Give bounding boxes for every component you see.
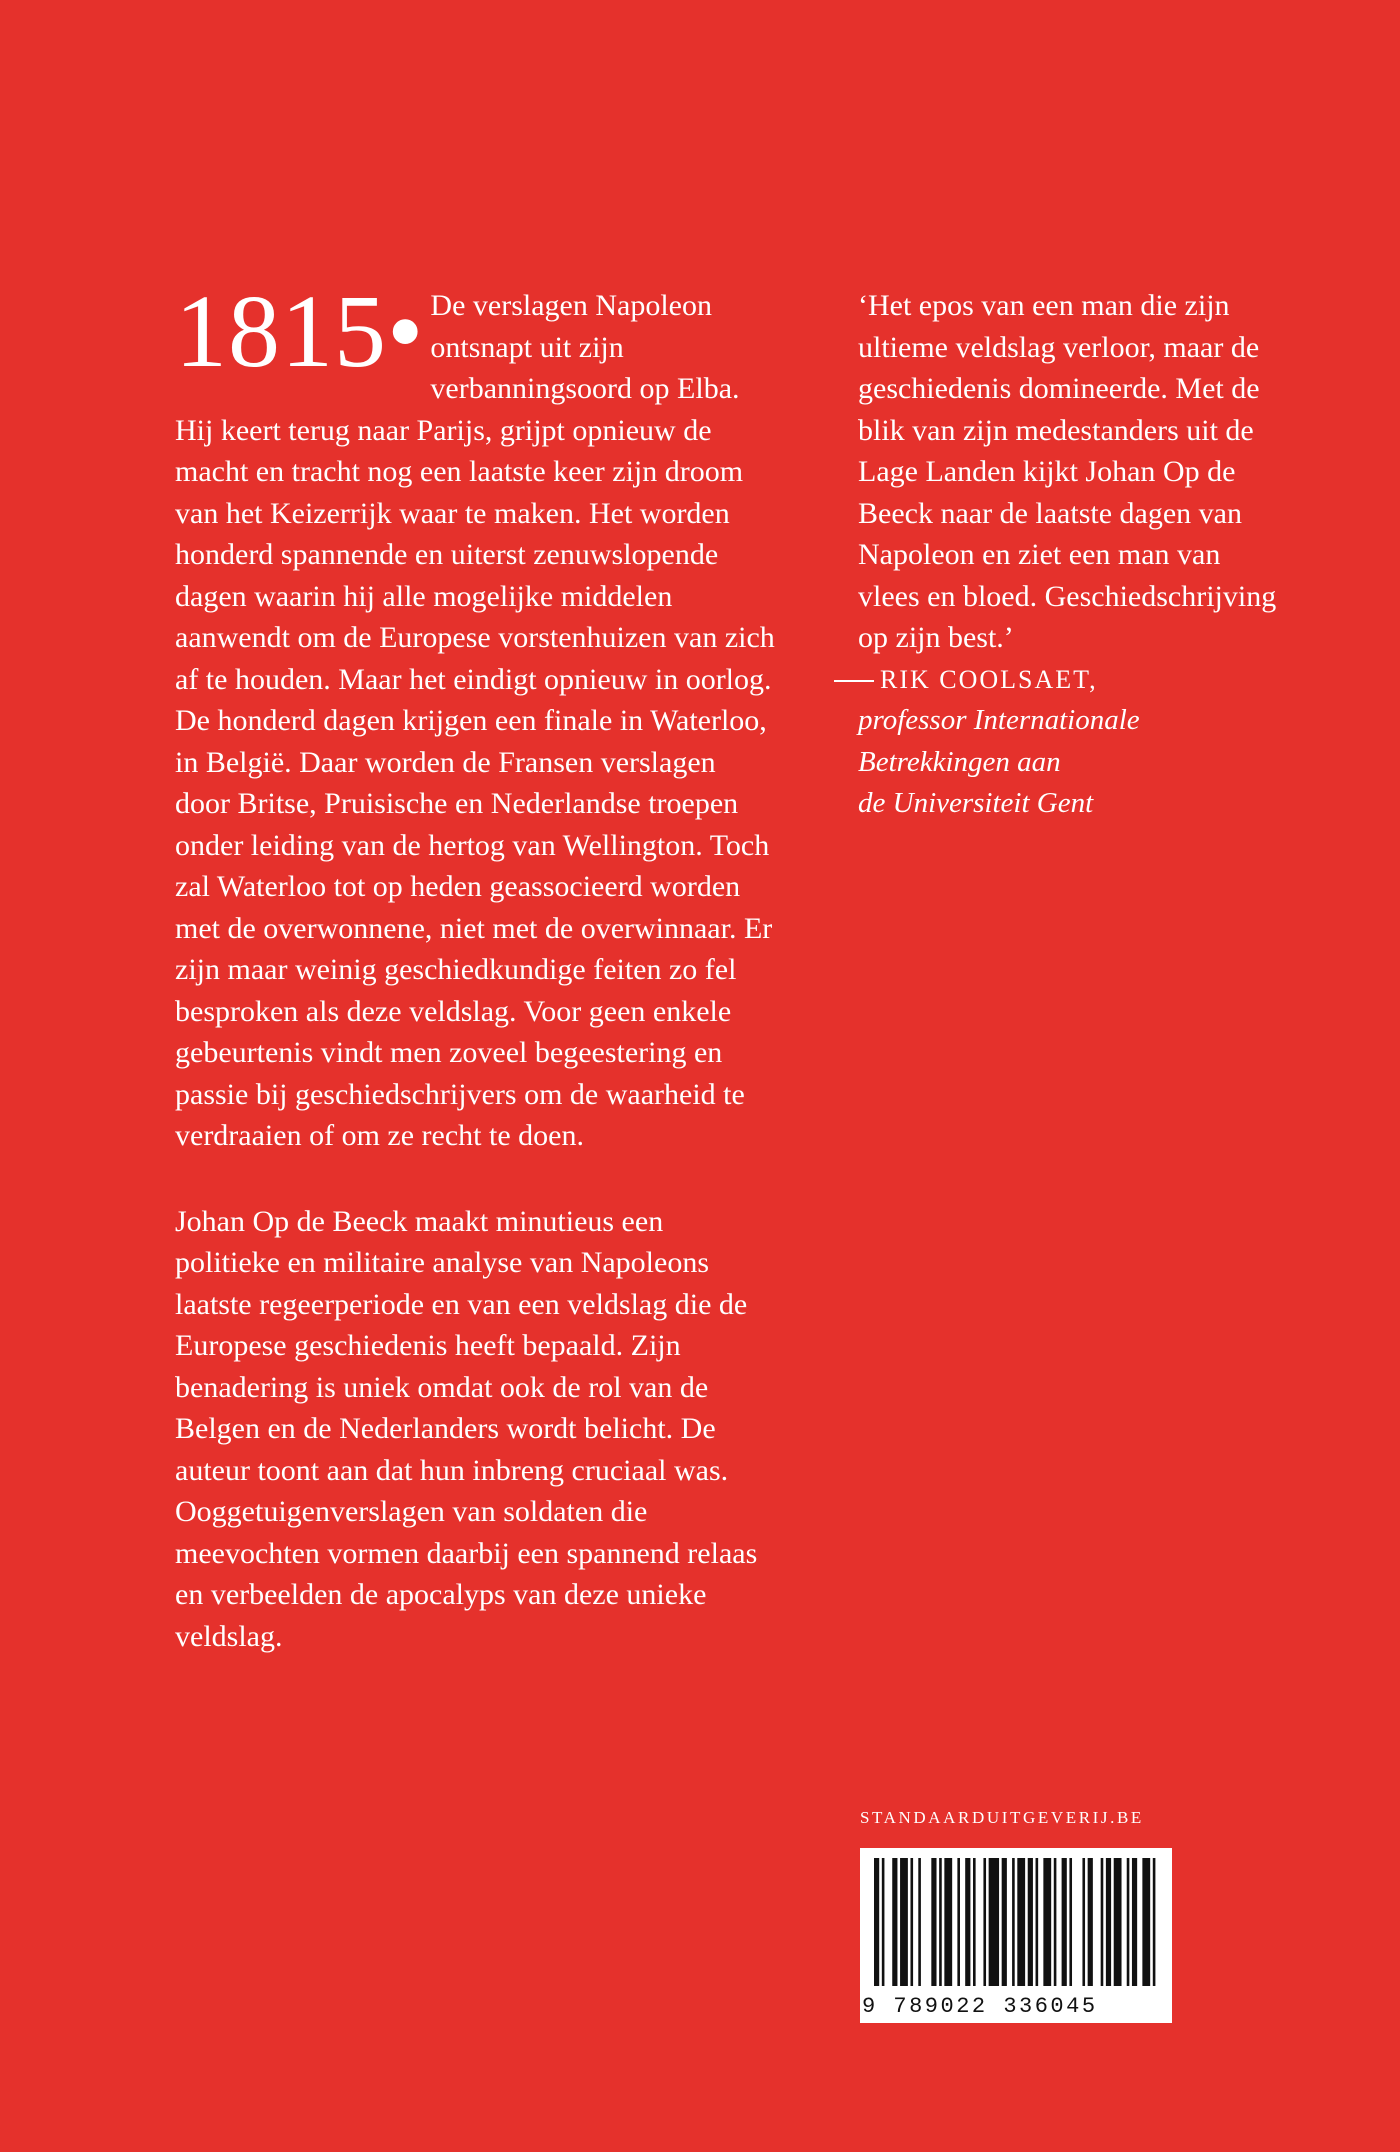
blurb-role-2: Betrekkingen aan xyxy=(858,745,1061,778)
blurb-attribution xyxy=(858,659,1278,825)
barcode-bar-21 xyxy=(1062,1858,1067,1986)
barcode-bar-18 xyxy=(1036,1858,1039,1986)
barcode-bar-7 xyxy=(939,1858,942,1986)
barcode-bar-4 xyxy=(910,1858,913,1986)
barcode-bar-11 xyxy=(973,1858,976,1986)
drop-cap-year xyxy=(175,274,425,389)
barcode-bar-3 xyxy=(900,1858,908,1986)
barcode-bar-15 xyxy=(1012,1858,1015,1986)
drop-year-text: 1815 xyxy=(175,274,387,389)
barcode-bar-23 xyxy=(1082,1858,1085,1986)
barcode-bar-29 xyxy=(1132,1858,1137,1986)
barcode-bar-31 xyxy=(1153,1858,1156,1986)
blurb-quote: ‘Het epos van een man die zijn ultieme veldslag verloor, maar de geschiedenis domineerde. Met de blik van zijn medestanders uit de Lage Landen kijkt Johan Op de Beeck naar de laatste dagen van Napoleon en ziet een man van vlees en bloed. Geschiedschrijving op zijn best.’ xyxy=(858,289,1277,654)
barcode-bar-26 xyxy=(1106,1858,1111,1986)
barcode-bar-30 xyxy=(1142,1858,1150,1986)
barcode-bar-16 xyxy=(1017,1858,1025,1986)
barcode-bar-27 xyxy=(1114,1858,1122,1986)
synopsis-column xyxy=(175,274,775,1657)
blurb-column xyxy=(858,285,1278,825)
barcode-bar-17 xyxy=(1028,1858,1033,1986)
barcode-bar-6 xyxy=(931,1858,936,1986)
barcode-bar-20 xyxy=(1054,1858,1057,1986)
isbn-barcode xyxy=(860,1848,1172,2023)
drop-dot: • xyxy=(387,274,425,389)
barcode-bar-19 xyxy=(1043,1858,1051,1986)
barcode-bar-2 xyxy=(892,1858,897,1986)
barcode-bar-5 xyxy=(918,1858,921,1986)
attribution-dash xyxy=(834,680,874,682)
barcode-bar-8 xyxy=(944,1858,952,1986)
barcode-bar-14 xyxy=(1002,1858,1007,1986)
barcode-bar-25 xyxy=(1101,1858,1104,1986)
blurb-role-3: de Universiteit Gent xyxy=(858,787,1094,819)
barcode-bar-1 xyxy=(882,1858,885,1986)
isbn-digits: 9 789022 336045 xyxy=(862,1994,1098,2019)
synopsis-paragraph-1 xyxy=(175,274,775,1157)
blurb-author: RIK COOLSAET, xyxy=(880,664,1098,694)
synopsis-paragraph-1-text: De verslagen Napoleon ontsnapt uit zijn verbanningsoord op Elba. Hij keert terug naar Parijs, grijpt opnieuw de macht en tracht nog een laatste keer zijn droom van het Keizerrijk waar te maken. Het worden honderd spannende en uiterst zenuwslopende dagen waarin hij alle mogelijke middelen aanwendt om de Europese vorstenhuizen van zich af te houden. Maar het eindigt opnieuw in oorlog. De honderd dagen krijgen een finale in Waterloo, in België. Daar worden de Fransen verslagen door Britse, Pruisische en Nederlandse troepen onder leiding van de hertog van Wellington. Toch zal Waterloo tot op heden geassocieerd worden met de overwonnene, niet met de overwinnaar. Er zijn maar weinig geschiedkundige feiten zo fel besproken als deze veldslag. Voor geen enkele gebeurtenis vindt men zoveel begeestering en passie bij geschiedschrijvers om de waarheid te verdraaien of om ze recht te doen. xyxy=(175,289,775,1152)
barcode-bar-12 xyxy=(983,1858,986,1986)
barcode-bar-0 xyxy=(874,1858,879,1986)
barcode-bar-24 xyxy=(1088,1858,1093,1986)
barcode-bars xyxy=(874,1858,1158,1986)
barcode-bar-13 xyxy=(989,1858,999,1986)
barcode-bar-10 xyxy=(965,1858,970,1986)
barcode-bar-22 xyxy=(1069,1858,1072,1986)
publisher-website: STANDAARDUITGEVERIJ.BE xyxy=(860,1808,1144,1827)
synopsis-paragraph-2: Johan Op de Beeck maakt minutieus een politieke en militaire analyse van Napoleons laatste regeerperiode en van een veldslag die de Europese geschiedenis heeft bepaald. Zijn benadering is uniek omdat ook de rol van de Belgen en de Nederlanders wordt belicht. De auteur toont aan dat hun inbreng cruciaal was. Ooggetuigenverslagen van soldaten die meevochten vormen daarbij een spannend relaas en verbeelden de apocalyps van deze unieke veldslag. xyxy=(175,1204,758,1653)
barcode-bar-9 xyxy=(957,1858,960,1986)
barcode-bar-28 xyxy=(1127,1858,1130,1986)
blurb-role-1: professor Internationale xyxy=(858,704,1140,736)
